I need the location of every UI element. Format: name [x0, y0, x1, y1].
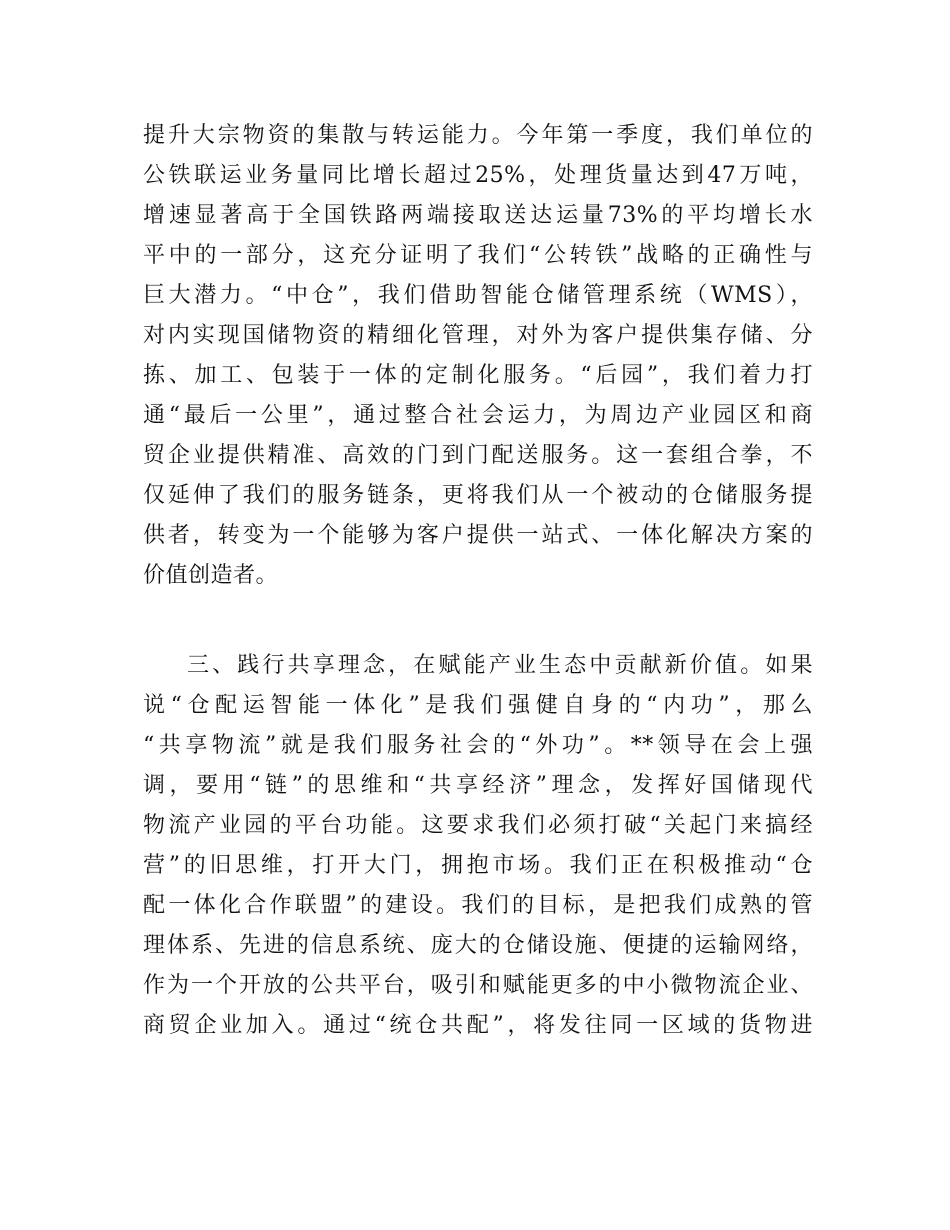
- text-line: 作为一个开放的公共平台，吸引和赋能更多的中小微物流企业、: [143, 973, 813, 998]
- text-line: 贸企业提供精准、高效的门到门配送服务。这一套组合拳，不: [143, 443, 813, 468]
- text-line: 理体系、先进的信息系统、庞大的仓储设施、便捷的运输网络，: [143, 933, 813, 958]
- text-line: 营”的旧思维，打开大门，拥抱市场。我们正在积极推动“仓: [143, 853, 813, 878]
- text-line: 巨大潜力。“中仓”，我们借助智能仓储管理系统（WMS），: [143, 283, 813, 308]
- paragraph-2: [143, 646, 813, 1046]
- text-line: 说“仓配运智能一体化”是我们强健自身的“内功”，那么: [143, 693, 813, 718]
- text-line: 增速显著高于全国铁路两端接取送达运量73%的平均增长水: [143, 203, 813, 228]
- text-line: 调，要用“链”的思维和“共享经济”理念，发挥好国储现代: [143, 773, 813, 798]
- text-line: 公铁联运业务量同比增长超过25%，处理货量达到47万吨，: [143, 163, 813, 188]
- text-line: 通“最后一公里”，通过整合社会运力，为周边产业园区和商: [143, 403, 813, 428]
- text-line: 拣、加工、包装于一体的定制化服务。“后园”，我们着力打: [143, 363, 813, 388]
- text-line: 配一体化合作联盟”的建设。我们的目标，是把我们成熟的管: [143, 893, 813, 918]
- text-line: 物流产业园的平台功能。这要求我们必须打破“关起门来搞经: [143, 813, 813, 838]
- text-line: 平中的一部分，这充分证明了我们“公转铁”战略的正确性与: [143, 243, 813, 268]
- text-line: 仅延伸了我们的服务链条，更将我们从一个被动的仓储服务提: [143, 483, 813, 508]
- text-line: 供者，转变为一个能够为客户提供一站式、一体化解决方案的: [143, 523, 813, 548]
- text-line: “共享物流”就是我们服务社会的“外功”。**领导在会上强: [143, 733, 813, 758]
- text-line: 对内实现国储物资的精细化管理，对外为客户提供集存储、分: [143, 323, 813, 348]
- text-line: 价值创造者。: [143, 563, 279, 588]
- text-line: 提升大宗物资的集散与转运能力。今年第一季度，我们单位的: [143, 123, 813, 148]
- text-line: 商贸企业加入。通过“统仓共配”，将发往同一区域的货物进: [143, 1013, 813, 1038]
- text-line: 三、践行共享理念，在赋能产业生态中贡献新价值。如果: [187, 653, 813, 678]
- paragraph-1: [143, 116, 813, 596]
